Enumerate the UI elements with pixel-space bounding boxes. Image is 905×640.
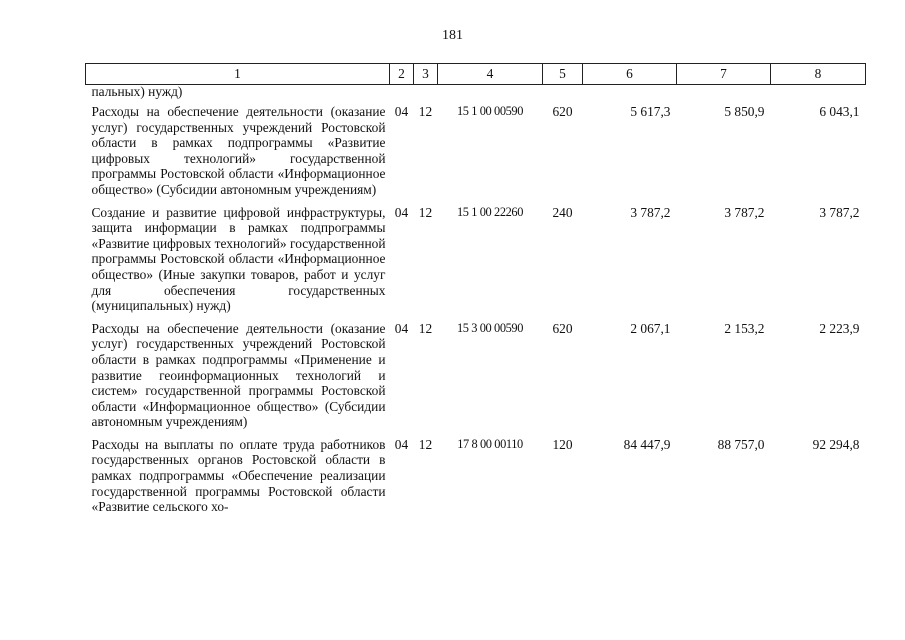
row-description: Расходы на обеспечение деятельности (оказание услуг) государственных учреждений Ростовской области в рамках подпрограммы «Развитие цифровых технологий» государственной программы Ростовской области «Информационное общество» (Субсидии автономным учреждениям)	[91, 104, 386, 197]
target-article-code: 17 8 00 00110	[457, 436, 523, 451]
amount-col7: 2 153,2	[724, 320, 765, 336]
continuation-row	[86, 85, 866, 105]
amount-col8: 3 787,2	[819, 204, 860, 220]
amount-col6: 5 617,3	[630, 104, 671, 119]
amount-col6: 84 447,9	[623, 436, 671, 452]
row-description: Расходы на обеспечение деятельности (оказание услуг) государственных учреждений Ростовской области в рамках подпрограммы «Применение и развитие геоинформационных технологий и систем» государственной программы Ростовской области «Информационное общество» (Субсидии автономным учреждениям)	[91, 320, 386, 430]
table-row	[86, 321, 866, 437]
subsection-code: 12	[418, 436, 433, 452]
section-code: 04	[394, 436, 409, 452]
amount-col7: 88 757,0	[717, 436, 765, 452]
expense-type-code: 120	[552, 436, 573, 452]
subsection-code: 12	[418, 104, 433, 119]
table-row	[86, 205, 866, 321]
subsection-code: 12	[418, 320, 433, 336]
expense-type-code: 620	[552, 320, 573, 336]
column-header: 1	[86, 64, 390, 85]
page-number: 181	[442, 28, 463, 43]
target-article-code: 15 1 00 00590	[456, 104, 524, 118]
target-article-code: 15 3 00 00590	[456, 320, 524, 335]
column-header: 2	[390, 64, 414, 85]
table-row	[86, 104, 866, 205]
expense-type-code: 620	[552, 104, 573, 119]
row-description: Создание и развитие цифровой инфраструктуры, защита информации в рамках подпрограммы «Развитие цифровых технологий» государственной программы Ростовской области «Информационное общество» (Иные закупки товаров, работ и услуг для обеспечения государственных (муниципальных) нужд)	[91, 204, 386, 314]
amount-col8: 2 223,9	[819, 320, 860, 336]
amount-col8: 92 294,8	[812, 436, 860, 452]
column-header: 5	[543, 64, 583, 85]
amount-col7: 5 850,9	[724, 104, 765, 119]
expense-type-code: 240	[552, 204, 573, 220]
column-header: 6	[583, 64, 677, 85]
column-header: 8	[771, 64, 866, 85]
amount-col6: 3 787,2	[630, 204, 671, 220]
header-row	[86, 64, 866, 85]
column-header: 3	[414, 64, 438, 85]
column-header: 4	[438, 64, 543, 85]
continuation-text: пальных) нужд)	[91, 84, 183, 99]
column-header: 7	[677, 64, 771, 85]
section-code: 04	[394, 320, 409, 336]
amount-col7: 3 787,2	[724, 204, 765, 220]
target-article-code: 15 1 00 22260	[456, 204, 524, 219]
amount-col6: 2 067,1	[630, 320, 671, 336]
table-row	[86, 437, 866, 522]
section-code: 04	[394, 204, 409, 220]
section-code: 04	[394, 104, 409, 119]
subsection-code: 12	[418, 204, 433, 220]
amount-col8: 6 043,1	[819, 104, 860, 119]
budget-table	[85, 63, 866, 522]
row-description: Расходы на выплаты по оплате труда работников государственных органов Ростовской области в рамках подпрограммы «Обеспечение реализации государственной программы Ростовской области «Развитие сельского хо-	[91, 436, 386, 515]
